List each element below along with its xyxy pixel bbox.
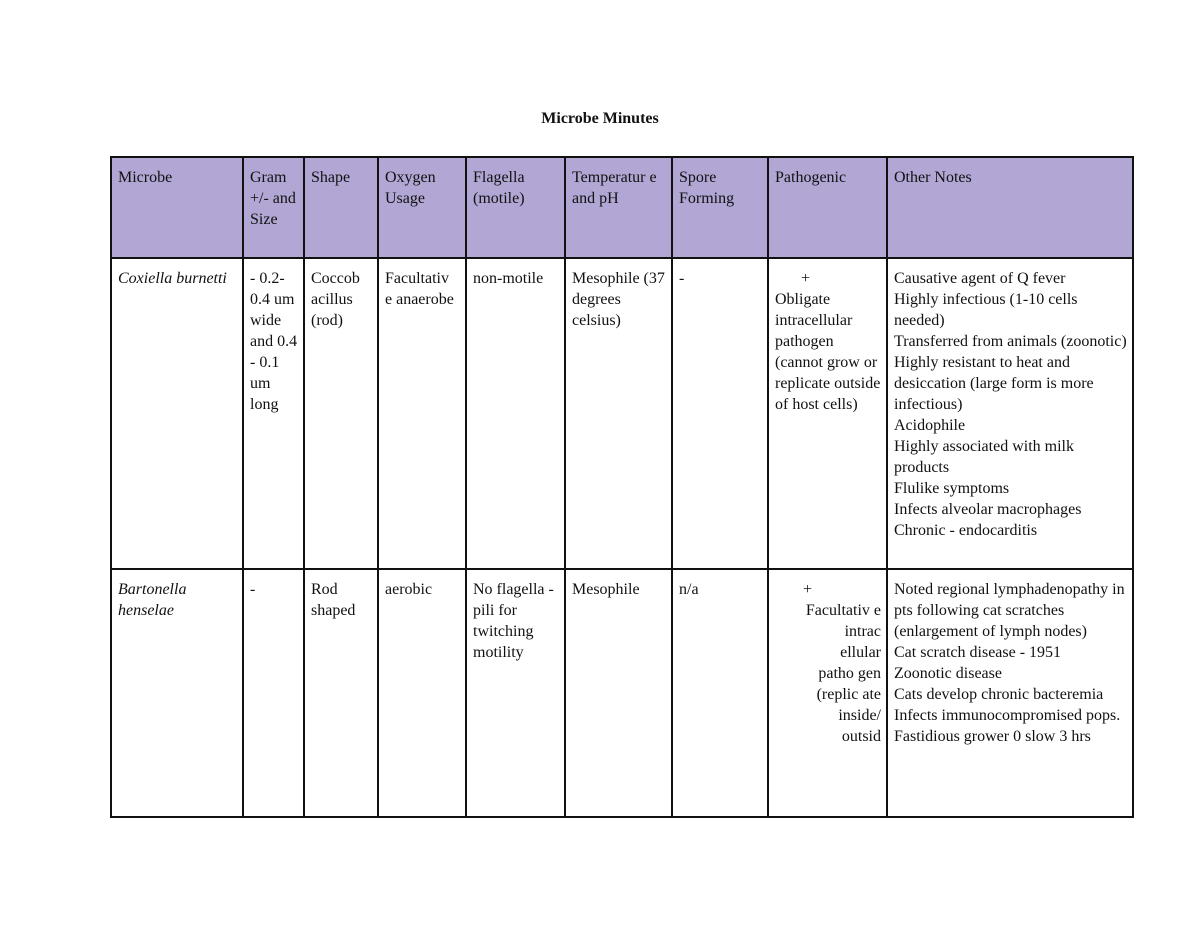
- flagella-cell: No flagella - pili for twitching motility: [466, 569, 565, 817]
- page-title: Microbe Minutes: [541, 110, 659, 127]
- gram-cell: -: [243, 569, 304, 817]
- table-row: [111, 258, 1133, 569]
- note-line: Fastidious grower 0 slow 3 hrs: [894, 728, 1091, 745]
- pathogenic-sign: +: [801, 270, 811, 287]
- header-pathogenic: Pathogenic: [768, 157, 887, 258]
- note-line: Cat scratch disease - 1951: [894, 644, 1062, 661]
- header-gram: Gram +/- and Size: [243, 157, 304, 258]
- note-line: Infects alveolar macrophages: [894, 501, 1082, 518]
- header-microbe: Microbe: [111, 157, 243, 258]
- note-line: Noted regional lymphadenopathy in pts following cat scratches (enlargement of lymph nodes): [894, 581, 1125, 640]
- pathogenic-cell: [768, 258, 887, 569]
- header-temperature: Temperatur e and pH: [565, 157, 672, 258]
- microbe-cell: Bartonella henselae: [111, 569, 243, 817]
- header-row: [111, 157, 1133, 258]
- oxygen-cell: Facultativ e anaerobe: [378, 258, 466, 569]
- notes-cell: [887, 569, 1133, 817]
- header-spore: Spore Forming: [672, 157, 768, 258]
- pathogenic-cell: [768, 569, 887, 817]
- note-line: Highly associated with milk products: [894, 438, 1074, 476]
- note-line: Cats develop chronic bacteremia: [894, 686, 1104, 703]
- shape-cell: Coccob acillus (rod): [304, 258, 378, 569]
- spore-cell: -: [672, 258, 768, 569]
- flagella-cell: non-motile: [466, 258, 565, 569]
- header-shape: Shape: [304, 157, 378, 258]
- note-line: Flulike symptoms: [894, 480, 1010, 497]
- note-line: Chronic - endocarditis: [894, 522, 1038, 539]
- pathogenic-sign: +: [803, 581, 813, 598]
- oxygen-cell: aerobic: [378, 569, 466, 817]
- note-line: Highly infectious (1-10 cells needed): [894, 291, 1078, 329]
- pathogenic-text: Facultativ e intrac ellular patho gen (replic ate inside/ outsid: [805, 602, 881, 745]
- gram-cell: - 0.2- 0.4 um wide and 0.4 - 0.1 um long: [243, 258, 304, 569]
- note-line: Highly resistant to heat and desiccation (large form is more infectious): [894, 354, 1094, 413]
- note-line: Acidophile: [894, 417, 966, 434]
- microbe-cell: Coxiella burnetti: [111, 258, 243, 569]
- microbe-table: [110, 156, 1134, 818]
- temperature-cell: Mesophile: [565, 569, 672, 817]
- header-flagella: Flagella (motile): [466, 157, 565, 258]
- note-line: Zoonotic disease: [894, 665, 1002, 682]
- spore-cell: n/a: [672, 569, 768, 817]
- notes-cell: [887, 258, 1133, 569]
- shape-cell: Rod shaped: [304, 569, 378, 817]
- note-line: Causative agent of Q fever: [894, 270, 1066, 287]
- header-notes: Other Notes: [887, 157, 1133, 258]
- table-row: [111, 569, 1133, 817]
- note-line: Transferred from animals (zoonotic): [894, 333, 1127, 350]
- pathogenic-text: Obligate intracellular pathogen (cannot grow or replicate outside of host cells): [775, 291, 881, 413]
- header-oxygen: Oxygen Usage: [378, 157, 466, 258]
- note-line: Infects immunocompromised pops.: [894, 707, 1121, 724]
- temperature-cell: Mesophile (37 degrees celsius): [565, 258, 672, 569]
